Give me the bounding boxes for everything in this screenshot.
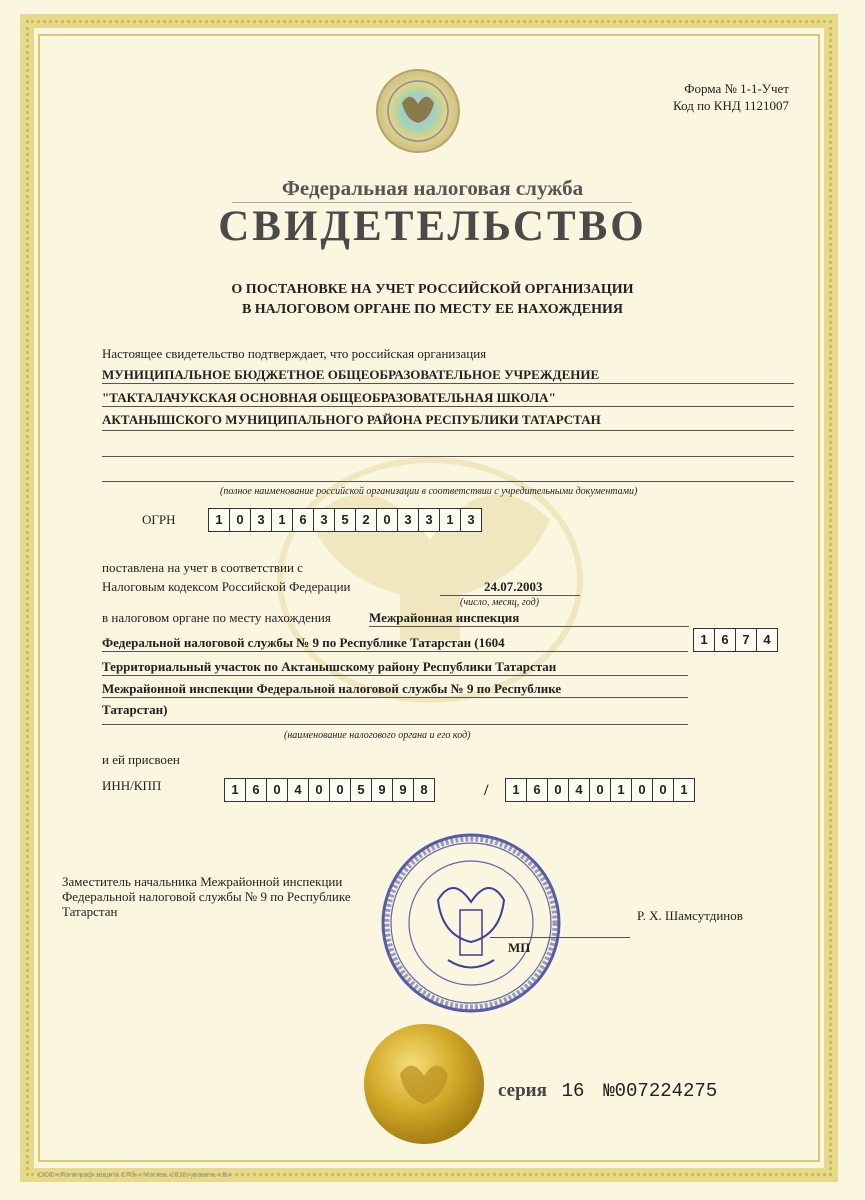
authority-code-digit: 4 <box>763 632 771 647</box>
inn-digit: 9 <box>372 779 393 801</box>
line <box>102 697 688 698</box>
kpp-digit: 1 <box>506 779 527 801</box>
printer-footer: ООО «Полиграф-защита СПб», Москва, 2013, уровень «В» <box>38 1172 231 1179</box>
inn-digit: 1 <box>225 779 246 801</box>
ogrn-digit: 3 <box>398 509 419 531</box>
authority-code-boxes <box>693 628 778 652</box>
assigned-text: и ей присвоен <box>102 752 180 767</box>
line <box>102 675 688 676</box>
official-stamp-icon <box>378 830 564 1016</box>
ogrn-digit: 5 <box>335 509 356 531</box>
ogrn-digit: 3 <box>314 509 335 531</box>
gold-seal-icon <box>362 1022 486 1146</box>
inn-digit: 8 <box>420 782 428 797</box>
line <box>102 456 794 457</box>
inn-kpp-label: ИНН/КПП <box>102 778 162 793</box>
ogrn-digit: 2 <box>356 509 377 531</box>
series-block <box>498 1080 717 1102</box>
org-name-line-2: "ТАКТАЛАЧУКСКАЯ ОСНОВНАЯ ОБЩЕОБРАЗОВАТЕЛЬНАЯ ШКОЛА" <box>102 390 556 405</box>
line <box>102 481 794 482</box>
registration-line-1: поставлена на учет в соответствии с <box>102 560 303 575</box>
registration-line-2: Налоговым кодексом Российской Федерации <box>102 579 351 594</box>
line <box>440 595 580 596</box>
line <box>102 724 688 725</box>
ogrn-digit: 1 <box>440 509 461 531</box>
subtitle-line-1: О ПОСТАНОВКЕ НА УЧЕТ РОССИЙСКОЙ ОРГАНИЗАЦИИ <box>231 282 634 297</box>
position-line-3: Татарстан <box>62 904 118 919</box>
ogrn-digit: 0 <box>230 509 251 531</box>
ogrn-digit: 3 <box>467 512 475 527</box>
inn-digit: 0 <box>267 779 288 801</box>
kpp-digit: 1 <box>680 782 688 797</box>
ogrn-digit: 1 <box>272 509 293 531</box>
org-name-line-1: МУНИЦИПАЛЬНОЕ БЮДЖЕТНОЕ ОБЩЕОБРАЗОВАТЕЛЬНОЕ УЧРЕЖДЕНИЕ <box>102 367 600 382</box>
org-name-note: (полное наименование российской организации в соответствии с учредительными документами) <box>220 486 638 497</box>
kpp-digit: 0 <box>548 779 569 801</box>
authority-note: (наименование налогового органа и его код) <box>284 730 471 741</box>
authority-line-3: Межрайонной инспекции Федеральной налоговой службы № 9 по Республике <box>102 681 562 696</box>
ogrn-digit: 1 <box>209 509 230 531</box>
document-subtitle <box>0 280 865 320</box>
kpp-boxes <box>505 778 695 802</box>
line <box>102 406 794 407</box>
registration-line-3: в налоговом органе по месту нахождения <box>102 610 331 625</box>
position-line-1: Заместитель начальника Межрайонной инспекции <box>62 874 343 889</box>
authority-code-digit: 6 <box>715 629 736 651</box>
inn-digit: 6 <box>246 779 267 801</box>
org-name-line-3: АКТАНЫШСКОГО МУНИЦИПАЛЬНОГО РАЙОНА РЕСПУБЛИКИ ТАТАРСТАН <box>102 412 601 427</box>
authority-code-digit: 1 <box>694 629 715 651</box>
kpp-digit: 0 <box>590 779 611 801</box>
ogrn-digit: 3 <box>251 509 272 531</box>
ogrn-digit: 6 <box>293 509 314 531</box>
intro-text: Настоящее свидетельство подтверждает, что российская организация <box>102 346 487 361</box>
ogrn-boxes <box>208 508 482 532</box>
ogrn-digit: 3 <box>419 509 440 531</box>
hologram-emblem-icon <box>372 68 464 154</box>
authority-first-line: Межрайонная инспекция <box>369 610 520 625</box>
authority-line-4: Татарстан) <box>102 702 168 717</box>
line <box>102 651 688 652</box>
inn-digit: 0 <box>309 779 330 801</box>
agency-name: Федеральная налоговая служба <box>281 176 584 200</box>
authority-line-2: Территориальный участок по Актанышскому району Республики Татарстан <box>102 659 557 674</box>
knd-code: Код по КНД 1121007 <box>673 98 789 113</box>
ogrn-label: ОГРН <box>142 512 176 527</box>
line <box>369 626 689 627</box>
signatory-position <box>62 874 351 919</box>
authority-line-1: Федеральной налоговой службы № 9 по Республике Татарстан (1604 <box>102 635 505 650</box>
inn-digit: 5 <box>351 779 372 801</box>
inn-digit: 4 <box>288 779 309 801</box>
line <box>102 383 794 384</box>
document-title: СВИДЕТЕЛЬСТВО <box>218 203 647 250</box>
registration-date: 24.07.2003 <box>484 579 543 594</box>
inn-digit: 9 <box>393 779 414 801</box>
inn-boxes <box>224 778 435 802</box>
inn-digit: 0 <box>330 779 351 801</box>
signatory-name: Р. Х. Шамсутдинов <box>637 908 743 923</box>
inn-kpp-separator: / <box>484 782 489 799</box>
kpp-digit: 1 <box>611 779 632 801</box>
date-note: (число, месяц, год) <box>460 597 539 608</box>
kpp-digit: 0 <box>632 779 653 801</box>
authority-code-digit: 7 <box>736 629 757 651</box>
form-number: Форма № 1-1-Учет <box>684 81 789 96</box>
series-label: серия <box>498 1080 547 1101</box>
line <box>102 430 794 431</box>
form-code-block <box>673 80 789 114</box>
series-value: 16 <box>561 1080 585 1102</box>
mp-label: МП <box>508 940 531 955</box>
kpp-digit: 4 <box>569 779 590 801</box>
kpp-digit: 6 <box>527 779 548 801</box>
series-number: №007224275 <box>603 1080 718 1102</box>
position-line-2: Федеральной налоговой службы № 9 по Республике <box>62 889 351 904</box>
ogrn-digit: 0 <box>377 509 398 531</box>
kpp-digit: 0 <box>653 779 674 801</box>
subtitle-line-2: В НАЛОГОВОМ ОРГАНЕ ПО МЕСТУ ЕЕ НАХОЖДЕНИЯ <box>241 302 624 317</box>
